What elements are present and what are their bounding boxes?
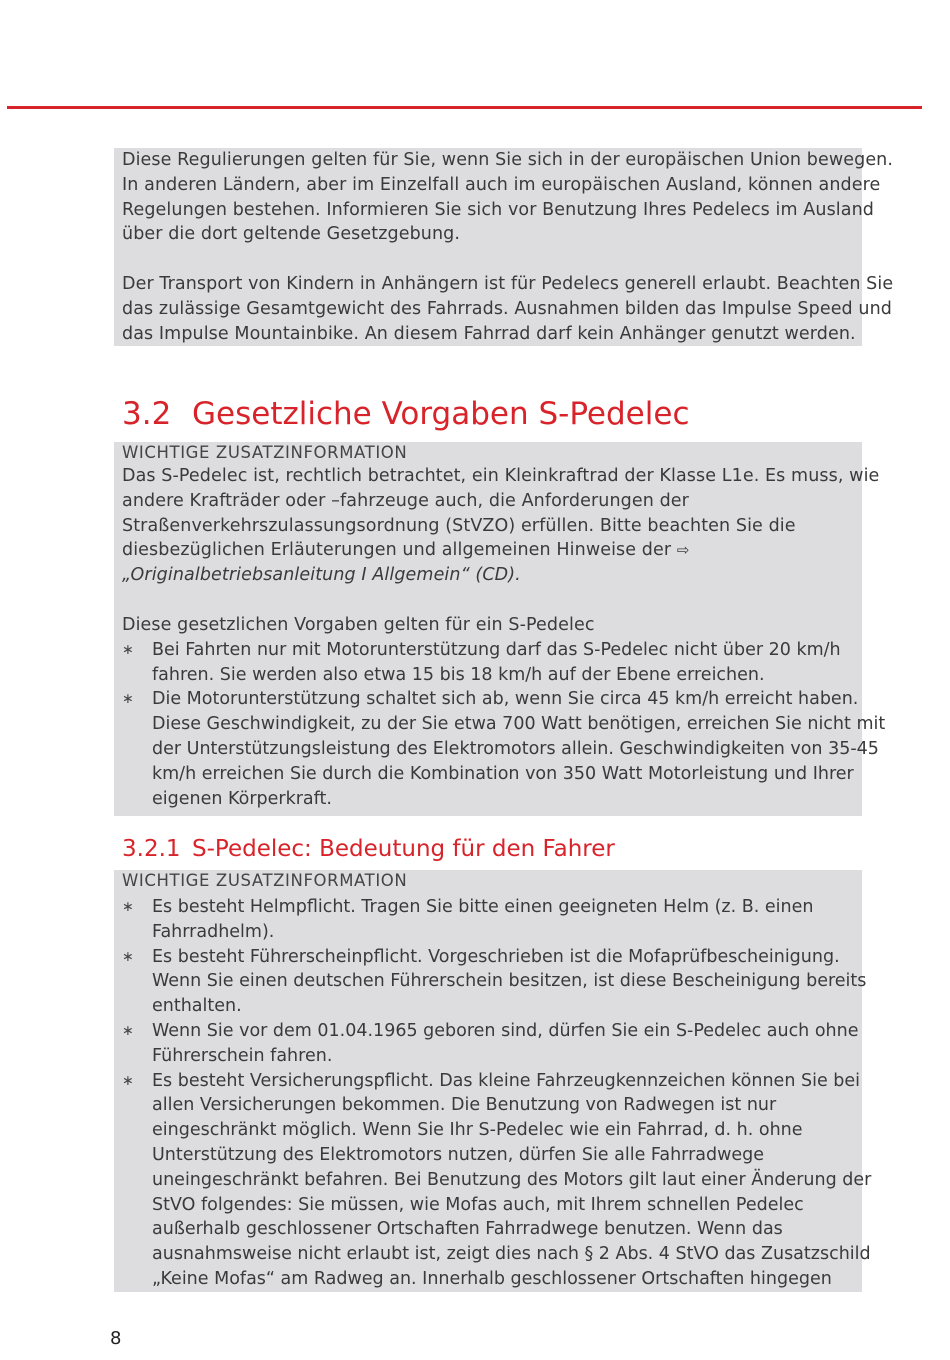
text-line: Unterstützung des Elektromotors nutzen, dürfen Sie alle Fahrradwege	[152, 1144, 765, 1165]
section-number: 3.2	[122, 396, 172, 432]
text-line: enthalten.	[152, 996, 242, 1017]
text-line: allen Versicherungen bekommen. Die Benutzung von Radwegen ist nur	[152, 1095, 777, 1116]
info-label: WICHTIGE ZUSATZINFORMATION	[122, 871, 408, 890]
text-line: Führerschein fahren.	[152, 1045, 333, 1066]
text-line: km/h erreichen Sie durch die Kombination von 350 Watt Motorleistung und Ihrer	[152, 763, 854, 784]
text-line: Diese Geschwindigkeit, zu der Sie etwa 700 Watt benötigen, erreichen Sie nicht mit	[152, 714, 886, 735]
text-line: Es besteht Führerscheinpflicht. Vorgeschrieben ist die Mofaprüfbescheinigung.	[152, 946, 840, 967]
bullet-intro: Diese gesetzlichen Vorgaben gelten für ein S-Pedelec	[122, 614, 595, 635]
text-line: Die Motorunterstützung schaltet sich ab, wenn Sie circa 45 km/h erreicht haben.	[152, 689, 859, 710]
list-item	[122, 1019, 859, 1069]
text-line	[122, 538, 854, 563]
text-line: fahren. Sie werden also etwa 15 bis 18 km/h auf der Ebene erreichen.	[152, 664, 765, 685]
bullet-star-icon: ∗	[122, 641, 134, 658]
list-item	[122, 1069, 872, 1292]
intro-info-box	[114, 148, 894, 346]
section-heading-3-2	[122, 394, 689, 434]
text-line: das Impulse Mountainbike. An diesem Fahrrad darf kein Anhänger genutzt werden.	[122, 323, 856, 344]
text-line: ausnahmsweise nicht erlaubt ist, zeigt dies nach § 2 Abs. 4 StVO das Zusatzschild	[152, 1244, 871, 1265]
bullet-star-icon: ∗	[122, 948, 134, 965]
text-line: „Keine Mofas“ am Radweg an. Innerhalb geschlossener Ortschaften hingegen	[152, 1268, 832, 1289]
text-line: In anderen Ländern, aber im Einzelfall auch im europäischen Ausland, können andere	[122, 174, 881, 195]
text-line: das zulässige Gesamtgewicht des Fahrrads. Ausnahmen bilden das Impulse Speed und	[122, 298, 893, 319]
text-line: Wenn Sie einen deutschen Führerschein besitzen, ist diese Bescheinigung bereits	[152, 971, 867, 992]
bullet-list	[122, 895, 872, 1292]
list-item	[122, 945, 867, 1019]
text-line: Das S-Pedelec ist, rechtlich betrachtet, ein Kleinkraftrad der Klasse L1e. Es muss, wie	[122, 466, 880, 486]
section-3-2-info-box	[114, 442, 886, 816]
text-line: Der Transport von Kindern in Anhängern ist für Pedelecs generell erlaubt. Beachten Sie	[122, 274, 894, 295]
list-item	[122, 638, 854, 688]
intro-paragraph-1	[122, 148, 894, 247]
text-line: uneingeschränkt befahren. Bei Benutzung des Motors gilt laut einer Änderung der	[152, 1169, 872, 1190]
section-title: S-Pedelec: Bedeutung für den Fahrer	[192, 836, 615, 862]
text-line: Fahrradhelm).	[152, 921, 275, 942]
text-line: Diese Regulierungen gelten für Sie, wenn Sie sich in der europäischen Union bewegen.	[122, 150, 894, 170]
text-line: der Unterstützungsleistung des Elektromotors allein. Geschwindigkeiten von 35-45	[152, 738, 879, 759]
text-line: Regelungen bestehen. Informieren Sie sich vor Benutzung Ihres Pedelecs im Ausland	[122, 199, 874, 220]
text-line: Bei Fahrten nur mit Motorunterstützung darf das S-Pedelec nicht über 20 km/h	[152, 639, 841, 660]
text-line: über die dort geltende Gesetzgebung.	[122, 224, 461, 245]
bullet-star-icon: ∗	[122, 1022, 134, 1039]
text-line: Straßenverkehrszulassungsordnung (StVZO) erfüllen. Bitte beachten Sie die	[122, 515, 796, 536]
bullet-star-icon: ∗	[122, 899, 134, 915]
bullet-list	[122, 638, 886, 812]
section-title: Gesetzliche Vorgaben S-Pedelec	[192, 396, 690, 432]
section-3-2-1-info-box	[114, 870, 872, 1292]
page-number: 8	[110, 1328, 122, 1349]
list-item	[122, 895, 854, 945]
header-rule	[7, 106, 922, 109]
intro-paragraph-2	[122, 272, 894, 346]
arrow-right-icon: ⇨	[676, 541, 690, 560]
section-heading-3-2-1	[122, 834, 615, 864]
text-line: Wenn Sie vor dem 01.04.1965 geboren sind, dürfen Sie ein S-Pedelec auch ohne	[152, 1020, 859, 1041]
text-line: außerhalb geschlossener Ortschaften Fahrradwege benutzen. Wenn das	[152, 1219, 783, 1240]
text-line: eingeschränkt möglich. Wenn Sie Ihr S-Pedelec wie ein Fahrrad, d. h. ohne	[152, 1120, 803, 1141]
bullet-star-icon: ∗	[122, 1072, 134, 1089]
text-line: Es besteht Versicherungspflicht. Das kleine Fahrzeugkennzeichen können Sie bei	[152, 1070, 861, 1091]
text-line: andere Krafträder oder –fahrzeuge auch, die Anforderungen der	[122, 490, 689, 511]
section-3-2-paragraph	[122, 464, 880, 588]
text-line: Es besteht Helmpflicht. Tragen Sie bitte einen geeigneten Helm (z. B. einen	[152, 897, 814, 917]
bullet-star-icon: ∗	[122, 691, 134, 708]
text-line-content: diesbezüglichen Erläuterungen und allgemeinen Hinweise der	[122, 540, 672, 561]
text-line: StVO folgendes: Sie müssen, wie Mofas auch, mit Ihrem schnellen Pedelec	[152, 1194, 804, 1215]
section-number: 3.2.1	[122, 836, 181, 862]
text-line: eigenen Körperkraft.	[152, 788, 332, 809]
reference-link[interactable]: „Originalbetriebsanleitung I Allgemein“ (CD).	[122, 565, 521, 586]
info-label: WICHTIGE ZUSATZINFORMATION	[122, 443, 408, 462]
list-item	[122, 687, 886, 811]
